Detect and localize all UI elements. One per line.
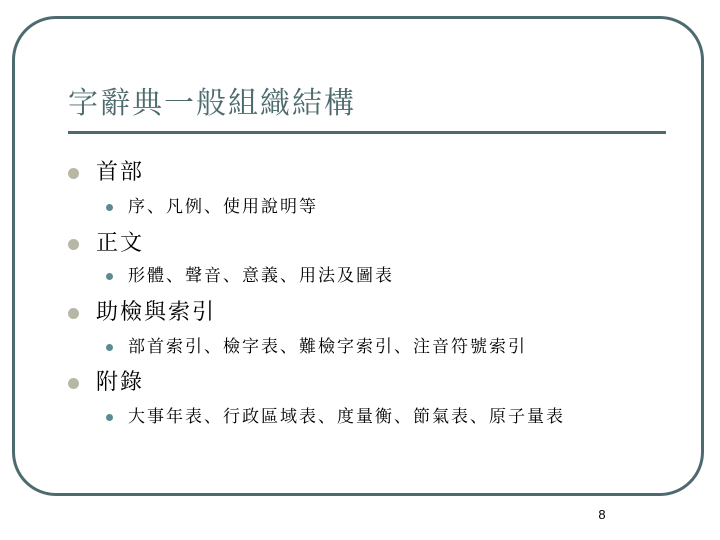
bullet-heading: 附錄 xyxy=(96,370,145,395)
bullet-heading: 首部 xyxy=(96,160,145,185)
page-number: 8 xyxy=(598,507,606,522)
bullet-icon xyxy=(68,168,79,179)
slide-title: 字辭典一般組織結構 xyxy=(68,86,356,121)
bullet-icon xyxy=(68,239,79,250)
title-divider xyxy=(68,131,666,134)
sub-item-text: 部首索引、檢字表、難檢字索引、注音符號索引 xyxy=(128,337,527,357)
sub-item-text: 形體、聲音、意義、用法及圖表 xyxy=(128,266,394,286)
sub-bullet-icon xyxy=(106,344,113,351)
sub-item-text: 大事年表、行政區域表、度量衡、節氣表、原子量表 xyxy=(128,407,565,427)
sub-bullet-icon xyxy=(106,414,113,421)
sub-item-text: 序、凡例、使用說明等 xyxy=(128,197,318,217)
sub-bullet-icon xyxy=(106,273,113,280)
bullet-heading: 助檢與索引 xyxy=(96,300,217,325)
sub-bullet-icon xyxy=(106,204,113,211)
bullet-heading: 正文 xyxy=(96,231,145,256)
bullet-icon xyxy=(68,378,79,389)
bullet-icon xyxy=(68,308,79,319)
